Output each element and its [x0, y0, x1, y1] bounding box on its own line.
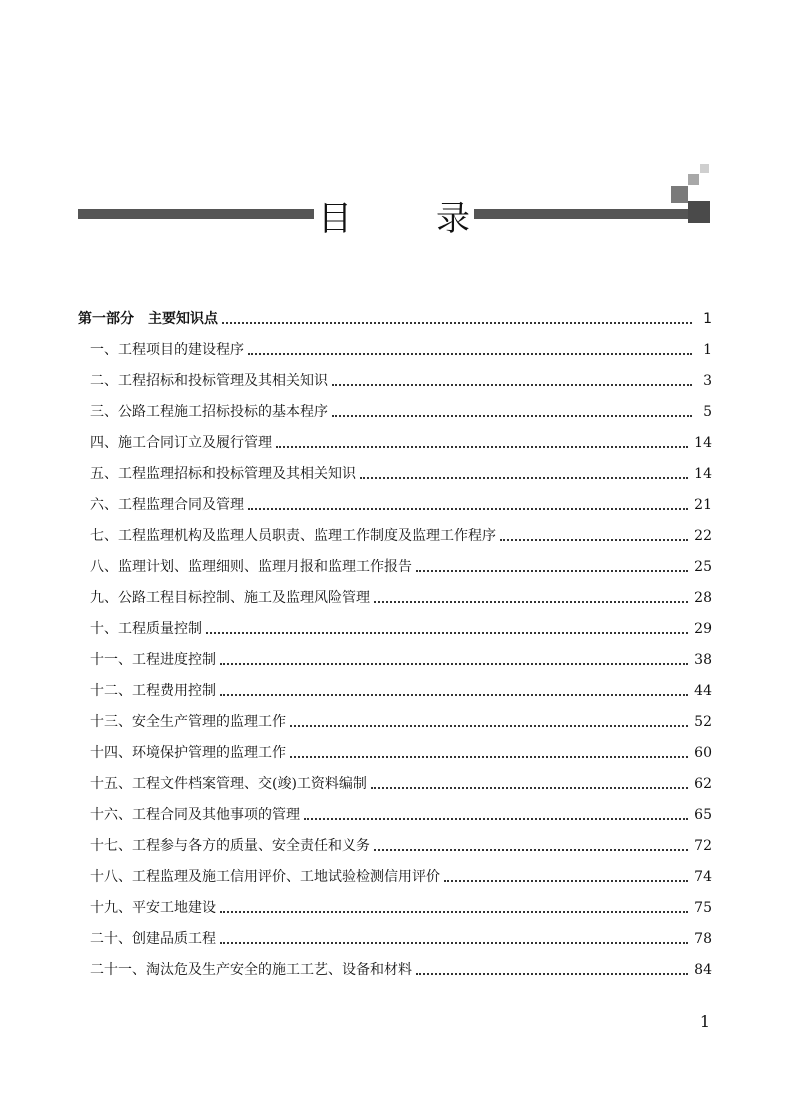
toc-item-label: 六、工程监理合同及管理	[90, 497, 244, 513]
toc-item-label: 十二、工程费用控制	[90, 683, 216, 699]
toc-leader-dots	[220, 910, 688, 913]
toc-item[interactable]	[78, 335, 712, 366]
toc-leader-dots	[360, 476, 688, 479]
toc-item-label: 七、工程监理机构及监理人员职责、监理工作制度及监理工作程序	[90, 528, 496, 544]
toc-item[interactable]	[78, 893, 712, 924]
toc-item-label: 十一、工程进度控制	[90, 652, 216, 668]
toc-item-label: 十八、工程监理及施工信用评价、工地试验检测信用评价	[90, 869, 440, 885]
toc-leader-dots	[248, 507, 688, 510]
toc-page-number: 60	[694, 745, 712, 761]
toc-item[interactable]	[78, 614, 712, 645]
toc-item-label: 十六、工程合同及其他事项的管理	[90, 807, 300, 823]
toc-page-number: 78	[694, 931, 712, 947]
toc-page-number: 28	[694, 590, 712, 606]
toc-page-number: 62	[694, 776, 712, 792]
toc-page-number: 52	[694, 714, 712, 730]
toc-item-label: 二、工程招标和投标管理及其相关知识	[90, 373, 328, 389]
title-rule-left	[78, 209, 314, 219]
toc-item[interactable]	[78, 583, 712, 614]
toc-item-label: 十三、安全生产管理的监理工作	[90, 714, 286, 730]
toc-leader-dots	[416, 569, 688, 572]
toc-item-label: 五、工程监理招标和投标管理及其相关知识	[90, 466, 356, 482]
toc-page-number: 21	[694, 497, 712, 513]
toc-item[interactable]	[78, 955, 712, 986]
toc-item[interactable]	[78, 521, 712, 552]
toc-leader-dots	[444, 879, 688, 882]
toc-item-label: 八、监理计划、监理细则、监理月报和监理工作报告	[90, 559, 412, 575]
toc-page-number: 22	[694, 528, 712, 544]
toc-page-number: 44	[694, 683, 712, 699]
toc-item-label: 十五、工程文件档案管理、交(竣)工资料编制	[90, 776, 367, 792]
toc-item[interactable]	[78, 800, 712, 831]
page-number: 1	[699, 1012, 711, 1031]
toc-leader-dots	[500, 538, 688, 541]
toc-leader-dots	[374, 848, 688, 851]
page-title-char-2: 录	[436, 198, 470, 239]
decorative-square-3	[671, 186, 688, 203]
toc-item-label: 十、工程质量控制	[90, 621, 202, 637]
toc-leader-dots	[332, 383, 692, 386]
toc-item[interactable]	[78, 707, 712, 738]
toc-item[interactable]	[78, 738, 712, 769]
toc-item[interactable]	[78, 459, 712, 490]
page-title-char-1: 目	[318, 198, 352, 239]
toc-item-label: 二十一、淘汰危及生产安全的施工工艺、设备和材料	[90, 962, 412, 978]
decorative-square-4	[688, 201, 710, 223]
toc-leader-dots	[371, 786, 688, 789]
toc-item-label: 十七、工程参与各方的质量、安全责任和义务	[90, 838, 370, 854]
toc-item-label: 三、公路工程施工招标投标的基本程序	[90, 404, 328, 420]
toc-leader-dots	[220, 693, 688, 696]
toc-item[interactable]	[78, 490, 712, 521]
toc-item-label: 四、施工合同订立及履行管理	[90, 435, 272, 451]
toc-leader-dots	[290, 755, 688, 758]
toc-leader-dots	[276, 445, 688, 448]
toc-item[interactable]	[78, 676, 712, 707]
toc-leader-dots	[222, 321, 692, 324]
toc-page-number: 14	[694, 466, 712, 482]
toc-item[interactable]	[78, 552, 712, 583]
toc-item-label: 九、公路工程目标控制、施工及监理风险管理	[90, 590, 370, 606]
toc-leader-dots	[416, 972, 688, 975]
decorative-square-1	[700, 164, 709, 173]
toc-page-number: 84	[694, 962, 712, 978]
toc-page-number: 65	[694, 807, 712, 823]
toc-page-number: 74	[694, 869, 712, 885]
toc-leader-dots	[332, 414, 692, 417]
toc-page-number: 3	[703, 373, 712, 389]
toc-leader-dots	[206, 631, 688, 634]
decorative-square-2	[688, 174, 699, 185]
toc-item[interactable]	[78, 397, 712, 428]
toc-leader-dots	[290, 724, 688, 727]
toc-leader-dots	[220, 662, 688, 665]
toc-item-label: 一、工程项目的建设程序	[90, 342, 244, 358]
toc-page-number: 72	[694, 838, 712, 854]
toc-page-number: 1	[703, 311, 712, 327]
toc-page-number: 38	[694, 652, 712, 668]
toc-leader-dots	[374, 600, 688, 603]
toc-item[interactable]	[78, 924, 712, 955]
page-title	[318, 188, 470, 242]
toc-item[interactable]	[78, 366, 712, 397]
toc-page-number: 1	[703, 342, 712, 358]
title-rule-right	[474, 209, 690, 219]
toc-page-number: 29	[694, 621, 712, 637]
toc-page-number: 75	[694, 900, 712, 916]
toc-item-list	[78, 335, 712, 986]
toc-part-row[interactable]	[78, 304, 712, 335]
toc-item-label: 十四、环境保护管理的监理工作	[90, 745, 286, 761]
toc-item[interactable]	[78, 428, 712, 459]
table-of-contents	[78, 304, 712, 986]
toc-part-label: 第一部分 主要知识点	[78, 311, 218, 327]
toc-page-number: 5	[703, 404, 712, 420]
toc-leader-dots	[248, 352, 692, 355]
toc-page-number: 14	[694, 435, 712, 451]
toc-page-number: 25	[694, 559, 712, 575]
toc-leader-dots	[220, 941, 688, 944]
toc-item-label: 十九、平安工地建设	[90, 900, 216, 916]
toc-item[interactable]	[78, 769, 712, 800]
toc-leader-dots	[304, 817, 688, 820]
toc-item[interactable]	[78, 862, 712, 893]
toc-item[interactable]	[78, 831, 712, 862]
toc-item-label: 二十、创建品质工程	[90, 931, 216, 947]
toc-item[interactable]	[78, 645, 712, 676]
